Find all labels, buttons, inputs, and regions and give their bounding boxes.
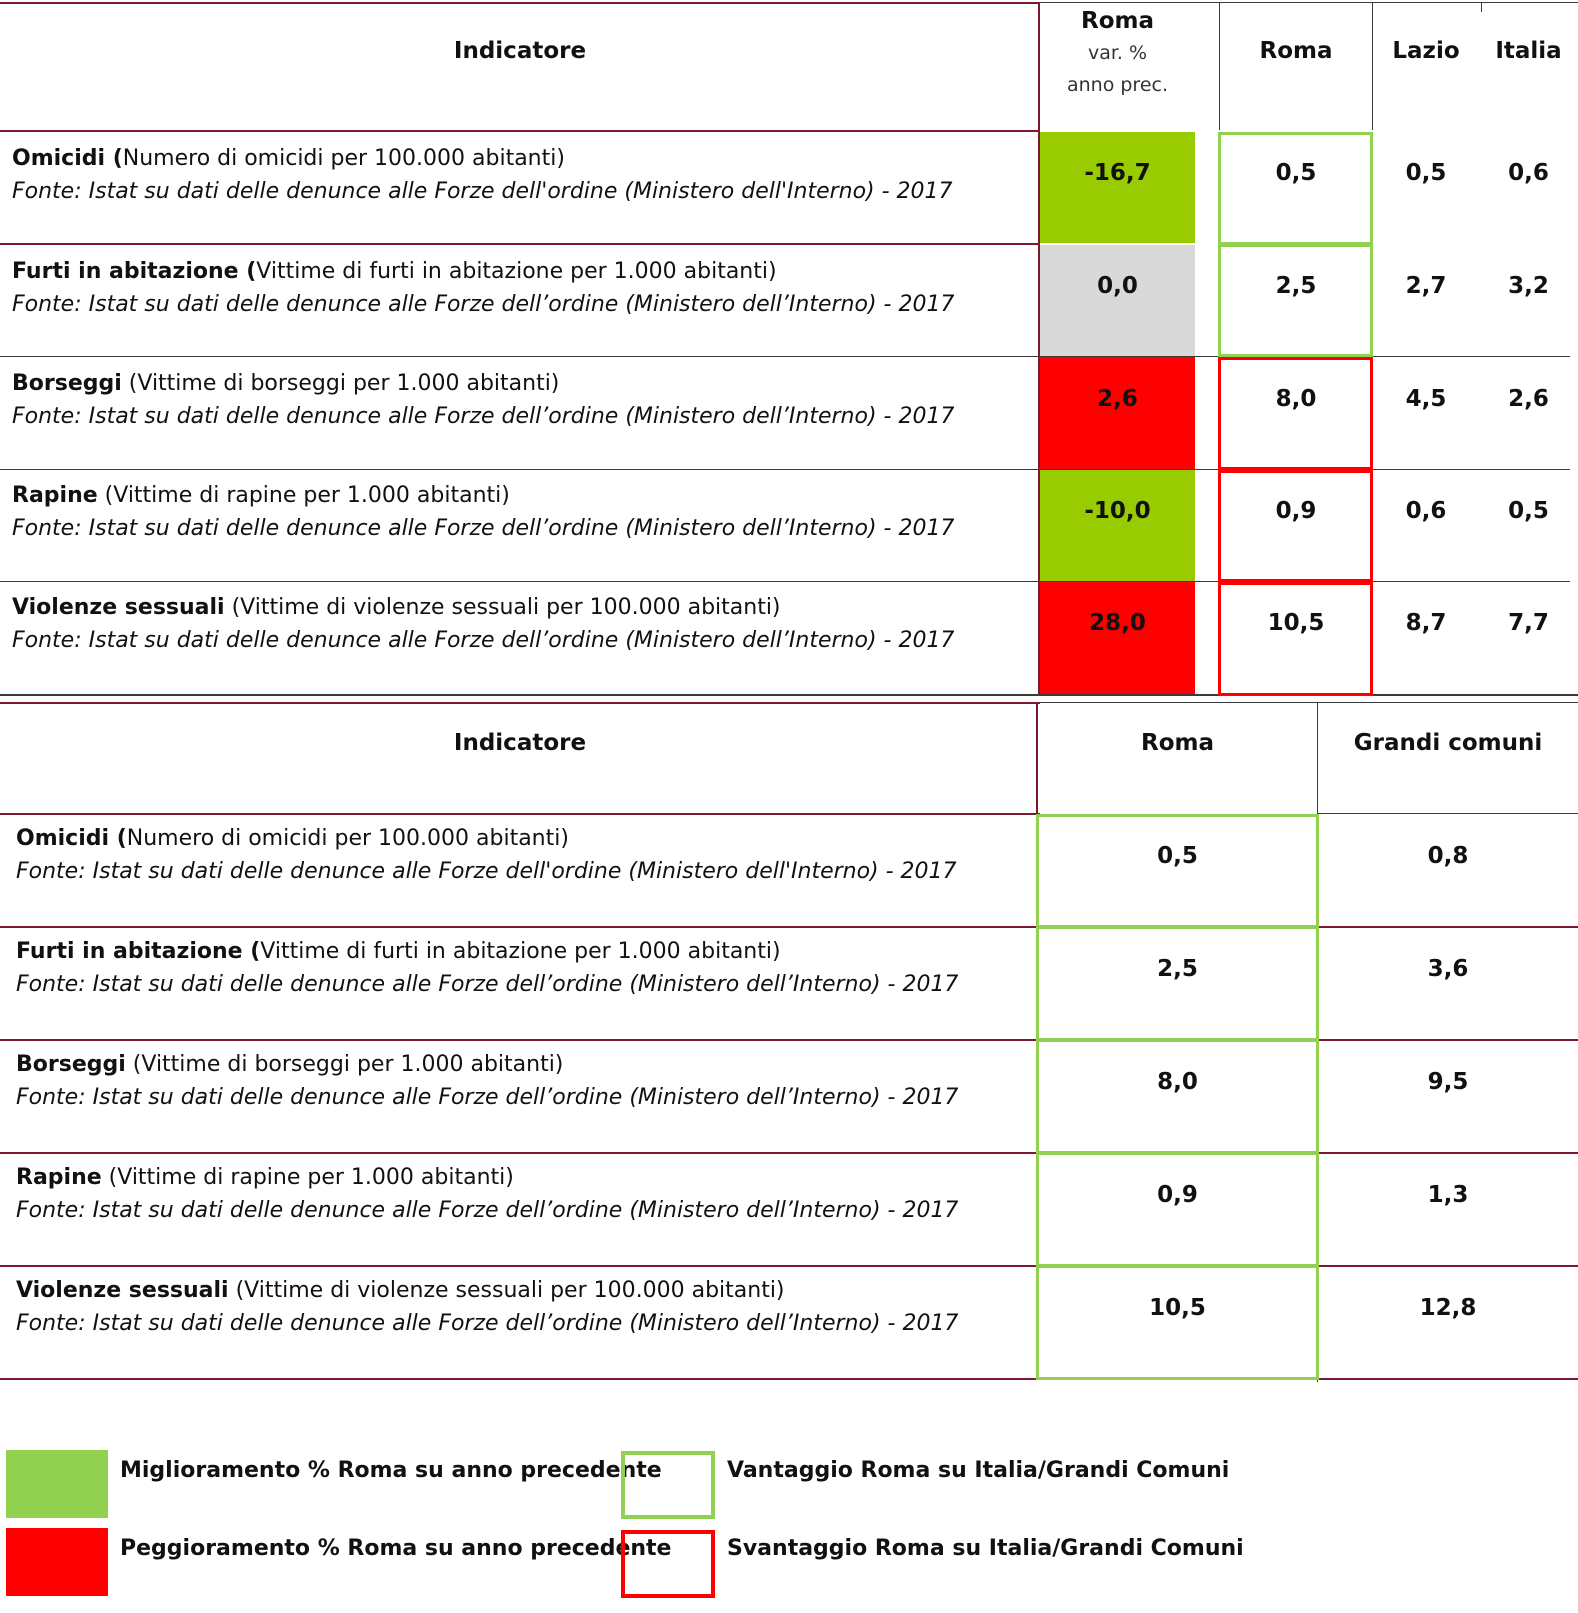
legend-disadvantage-swatch [621,1530,715,1598]
table1-row-4-label [12,591,954,657]
table2-header-indicatore: Indicatore [453,730,587,756]
table1-row-1-label [12,255,954,321]
table2-row-0-source: Fonte: Istat su dati delle denunce alle Forze dell'ordine (Ministero dell'Interno) - 2017 [16,859,957,884]
table2-row-4-desc: (Vittime di violenze sessuali per 100.000 abitanti) [228,1278,785,1303]
table1-row-3-italia: 0,5 [1508,498,1549,524]
table2-row-3-desc: (Vittime di rapine per 1.000 abitanti) [101,1165,514,1190]
table2-row-1-source: Fonte: Istat su dati delle denunce alle Forze dell’ordine (Ministero dell’Interno) - 2017 [16,972,959,997]
table2-row-4-name: Violenze sessuali [16,1278,229,1303]
table2-row-1-name: Furti in abitazione ( [16,939,261,964]
table1-row-2-name: Borseggi [12,371,122,396]
table1-row-2-italia: 2,6 [1508,386,1549,412]
table1-roma-frame-0 [1218,132,1373,245]
table1-roma-frame-3 [1218,470,1373,582]
table1-row-4-var: 28,0 [1089,610,1146,636]
table2-row-border-4 [0,1265,1578,1267]
table1-var-cell-4 [1040,582,1195,694]
table1-row-2-desc: (Vittime di borseggi per 1.000 abitanti) [121,371,560,396]
table1-var-cell-0 [1040,132,1195,243]
table1-row-3-lazio: 0,6 [1405,498,1447,524]
legend-advantage-label: Vantaggio Roma su Italia/Grandi Comuni [727,1458,1230,1483]
table2-row-0-grandi-comuni: 0,8 [1427,843,1469,869]
table2-row-3-grandi-comuni: 1,3 [1427,1182,1469,1208]
table2-row-0-roma: 0,5 [1157,843,1198,869]
table1-row-4-italia: 7,7 [1508,610,1549,636]
table2-row-3-name: Rapine [16,1165,102,1190]
table1-row-1-name: Furti in abitazione ( [12,259,257,284]
table2-row-border-1 [0,926,1578,928]
table1-sep-roma-right [1372,2,1373,130]
table1-row-3-var: -10,0 [1084,498,1151,524]
table2-roma-frame-3 [1036,1152,1319,1267]
table1-row-1-roma: 2,5 [1275,273,1317,299]
table1-row-border-1 [0,243,1040,245]
table2-row-2-label [16,1048,958,1114]
table2-roma-frame-0 [1036,814,1319,928]
table1-top-border-right [1040,2,1578,3]
table2-row-3-roma: 0,9 [1157,1182,1198,1208]
table1-row-2-source: Fonte: Istat su dati delle denunce alle Forze dell’ordine (Ministero dell’Interno) - 2017 [12,404,955,429]
table1-header-indicatore: Indicatore [453,38,587,64]
table1-row-2-lazio: 4,5 [1405,386,1447,412]
legend-worsening-swatch [6,1528,108,1596]
table1-header-roma-var-sub1: var. % [1087,42,1148,64]
table1-row-3-roma: 0,9 [1275,498,1317,524]
table2-row-4-grandi-comuni: 12,8 [1419,1295,1477,1321]
table2-row-1-label [16,935,958,1001]
table2-row-2-desc: (Vittime di borseggi per 1.000 abitanti) [125,1052,564,1077]
legend-advantage-swatch [621,1451,715,1519]
legend-improvement-label: Miglioramento % Roma su anno precedente [120,1458,662,1483]
table1-row-1-var: 0,0 [1097,273,1138,299]
table1-row-0-italia: 0,6 [1508,160,1549,186]
table2-header-grandi-comuni: Grandi comuni [1353,730,1543,756]
table2-row-4-label [16,1274,958,1340]
table1-row-1-lazio: 2,7 [1405,273,1447,299]
table1-row-3-name: Rapine [12,483,98,508]
table1-row-0-var: -16,7 [1084,160,1151,186]
legend-worsening-label: Peggioramento % Roma su anno precedente [120,1536,672,1561]
table1-var-cell-1 [1040,245,1195,356]
table1-row-2-roma: 8,0 [1275,386,1317,412]
table1-row-0-label [12,142,953,208]
table1-row-3-label [12,479,954,545]
table1-top-border [0,2,1040,4]
table1-row-4-lazio: 8,7 [1405,610,1447,636]
table2-row-border-0 [0,813,1040,815]
table2-row-border-3 [0,1152,1578,1154]
table1-roma-frame-1 [1218,244,1373,357]
table1-row-3-source: Fonte: Istat su dati delle denunce alle Forze dell’ordine (Ministero dell’Interno) - 2017 [12,516,955,541]
table1-roma-frame-2 [1218,357,1373,470]
table2-row-2-roma: 8,0 [1157,1069,1198,1095]
table1-header-roma-var-sub2: anno prec. [1066,74,1169,96]
table1-row-3-desc: (Vittime di rapine per 1.000 abitanti) [97,483,510,508]
table2-top-border [0,702,1040,704]
table1-sep-roma-left [1219,2,1220,130]
table1-row-1-italia: 3,2 [1508,273,1549,299]
table1-var-cell-3 [1040,470,1195,581]
table1-header-lazio: Lazio [1392,38,1460,64]
table2-row-3-source: Fonte: Istat su dati delle denunce alle Forze dell’ordine (Ministero dell’Interno) - 2017 [16,1198,959,1223]
table2-roma-frame-4 [1036,1265,1319,1380]
table1-row-1-source: Fonte: Istat su dati delle denunce alle Forze dell’ordine (Ministero dell’Interno) - 2017 [12,292,955,317]
table2-row-2-source: Fonte: Istat su dati delle denunce alle Forze dell’ordine (Ministero dell’Interno) - 2017 [16,1085,959,1110]
table2-row-3-label [16,1161,958,1227]
table1-row-4-roma: 10,5 [1267,610,1325,636]
table1-row-border-0 [0,130,1040,132]
table2-row-border-5 [0,1378,1578,1380]
table2-row-0-name: Omicidi ( [16,826,127,851]
table2-top-border-right [1040,702,1578,703]
table1-sep-lazio [1481,2,1482,12]
table1-var-cell-2 [1040,357,1195,469]
table2-roma-frame-1 [1036,926,1319,1041]
table1-row-1-desc: Vittime di furti in abitazione per 1.000 abitanti) [256,259,777,284]
table1-header-italia: Italia [1495,38,1562,64]
table1-header-roma: Roma [1259,38,1333,64]
table2-sep-indicator [1036,702,1038,814]
table2-roma-frame-2 [1036,1039,1319,1154]
table2-header-roma: Roma [1141,730,1214,756]
table1-row-0-lazio: 0,5 [1405,160,1447,186]
table1-row-0-roma: 0,5 [1275,160,1317,186]
table1-row-0-source: Fonte: Istat su dati delle denunce alle Forze dell'ordine (Ministero dell'Interno) - 2017 [12,179,953,204]
table2-row-0-label [16,822,957,888]
table1-row-0-desc: Numero di omicidi per 100.000 abitanti) [122,146,565,171]
table1-row-2-var: 2,6 [1097,386,1138,412]
legend-improvement-swatch [6,1450,108,1518]
table2-row-4-source: Fonte: Istat su dati delle denunce alle Forze dell’ordine (Ministero dell’Interno) - 2017 [16,1311,959,1336]
legend-disadvantage-label: Svantaggio Roma su Italia/Grandi Comuni [727,1536,1244,1561]
table2-row-2-name: Borseggi [16,1052,126,1077]
table1-row-4-name: Violenze sessuali [12,595,225,620]
table1-row-2-label [12,367,954,433]
table2-row-1-desc: Vittime di furti in abitazione per 1.000 abitanti) [260,939,781,964]
table2-row-0-desc: Numero di omicidi per 100.000 abitanti) [126,826,569,851]
table2-row-2-grandi-comuni: 9,5 [1427,1069,1469,1095]
table1-header-roma-var: Roma [1081,8,1154,34]
table1-roma-frame-4 [1218,582,1373,696]
table2-row-4-roma: 10,5 [1149,1295,1206,1321]
table1-row-4-desc: (Vittime di violenze sessuali per 100.000 abitanti) [224,595,781,620]
table2-row-1-roma: 2,5 [1157,956,1198,982]
table1-row-0-name: Omicidi ( [12,146,123,171]
table2-row-border-2 [0,1039,1578,1041]
table2-row-border-0-right [1317,813,1578,814]
table2-row-1-grandi-comuni: 3,6 [1427,956,1469,982]
table1-row-4-source: Fonte: Istat su dati delle denunce alle Forze dell’ordine (Ministero dell’Interno) - 2017 [12,628,955,653]
